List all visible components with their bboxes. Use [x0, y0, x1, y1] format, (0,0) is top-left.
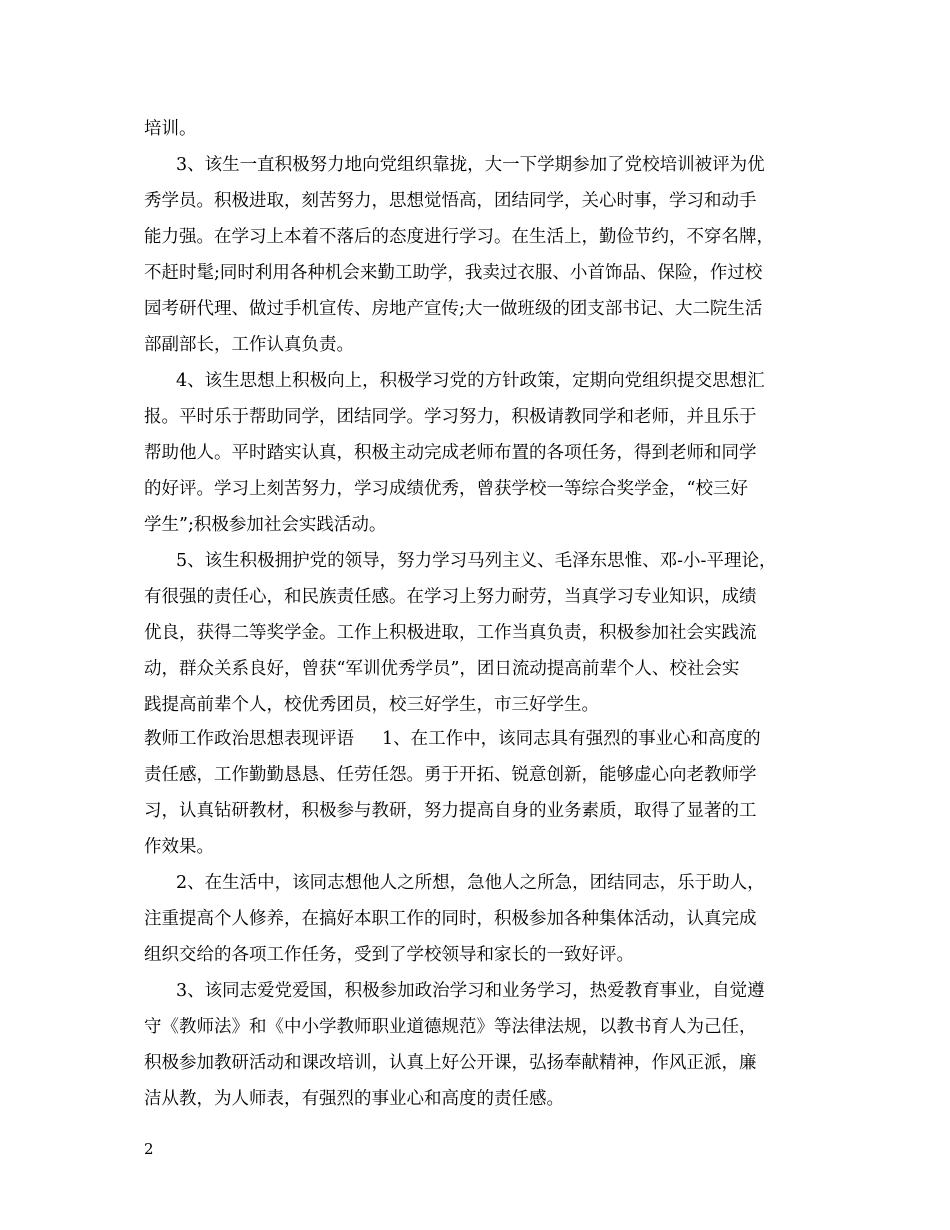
text-line: 帮助他人。平时踏实认真，积极主动完成老师布置的各项任务，得到老师和同学: [144, 443, 757, 463]
text-line: 部副部长，工作认真负责。: [144, 335, 354, 355]
text-line: 不赶时髦;同时利用各种机会来勤工助学，我卖过衣服、小首饰品、保险，作过校: [144, 263, 763, 283]
paragraph-first-line: 4、该生思想上积极向上，积极学习党的方针政策，定期向党组织提交思想汇: [176, 371, 765, 391]
text-line: 1、在工作中，该同志具有强烈的事业心和高度的: [382, 729, 761, 749]
text-line: 洁从教，为人师表，有强烈的事业心和高度的责任感。: [144, 1089, 564, 1109]
text-line: 作效果。: [144, 837, 214, 857]
text-line: 注重提高个人修养，在搞好本职工作的同时，积极参加各种集体活动，认真完成: [144, 909, 757, 929]
text-line: 报。平时乐于帮助同学，团结同学。学习努力，积极请教同学和老师，并且乐于: [144, 407, 757, 427]
text-line: 积极参加教研活动和课改培训，认真上好公开课，弘扬奉献精神，作风正派，廉: [144, 1053, 757, 1073]
section-heading-line: [144, 728, 761, 750]
paragraph-first-line: 3、该生一直积极努力地向党组织靠拢，大一下学期参加了党校培训被评为优: [176, 155, 765, 175]
section-heading: 教师工作政治思想表现评语: [144, 729, 354, 749]
paragraph-first-line: 2、在生活中，该同志想他人之所想，急他人之所急，团结同志，乐于助人，: [176, 873, 765, 893]
text-line: 有很强的责任心，和民族责任感。在学习上努力耐劳，当真学习专业知识，成绩: [144, 587, 757, 607]
text-line: 习，认真钻研教材，积极参与教研，努力提高自身的业务素质，取得了显著的工: [144, 801, 757, 821]
text-line: 能力强。在学习上本着不落后的态度进行学习。在生活上，勤俭节约，不穿名牌，: [144, 227, 774, 247]
text-line: 动，群众关系良好，曾获“军训优秀学员”，团日流动提高前辈个人、校社会实: [144, 659, 740, 679]
text-line: 培训。: [144, 119, 197, 139]
text-line: 组织交给的各项工作任务，受到了学校领导和家长的一致好评。: [144, 945, 634, 965]
text-line: 学生”;积极参加社会实践活动。: [144, 515, 387, 535]
text-line: 的好评。学习上刻苦努力，学习成绩优秀，曾获学校一等综合奖学金，“校三好: [144, 479, 748, 499]
text-line: 践提高前辈个人，校优秀团员，校三好学生，市三好学生。: [144, 695, 599, 715]
text-line: 守《教师法》和《中小学教师职业道德规范》等法律法规，以教书育人为己任，: [144, 1017, 757, 1037]
text-line: 园考研代理、做过手机宣传、房地产宣传;大一做班级的团支部书记、大二院生活: [144, 299, 763, 319]
paragraph-first-line: 5、该生积极拥护党的领导，努力学习马列主义、毛泽东思惟、邓-小-平理论，: [176, 551, 777, 571]
text-line: 优良，获得二等奖学金。工作上积极进取，工作当真负责，积极参加社会实践流: [144, 623, 757, 643]
text-line: 责任感，工作勤勤恳恳、任劳任怨。勇于开拓、锐意创新，能够虚心向老教师学: [144, 765, 757, 785]
paragraph-first-line: 3、该同志爱党爱国，积极参加政治学习和业务学习，热爱教育事业，自觉遵: [176, 981, 765, 1001]
page-number: 2: [144, 1140, 154, 1158]
text-line: 秀学员。积极进取，刻苦努力，思想觉悟高，团结同学，关心时事，学习和动手: [144, 191, 757, 211]
